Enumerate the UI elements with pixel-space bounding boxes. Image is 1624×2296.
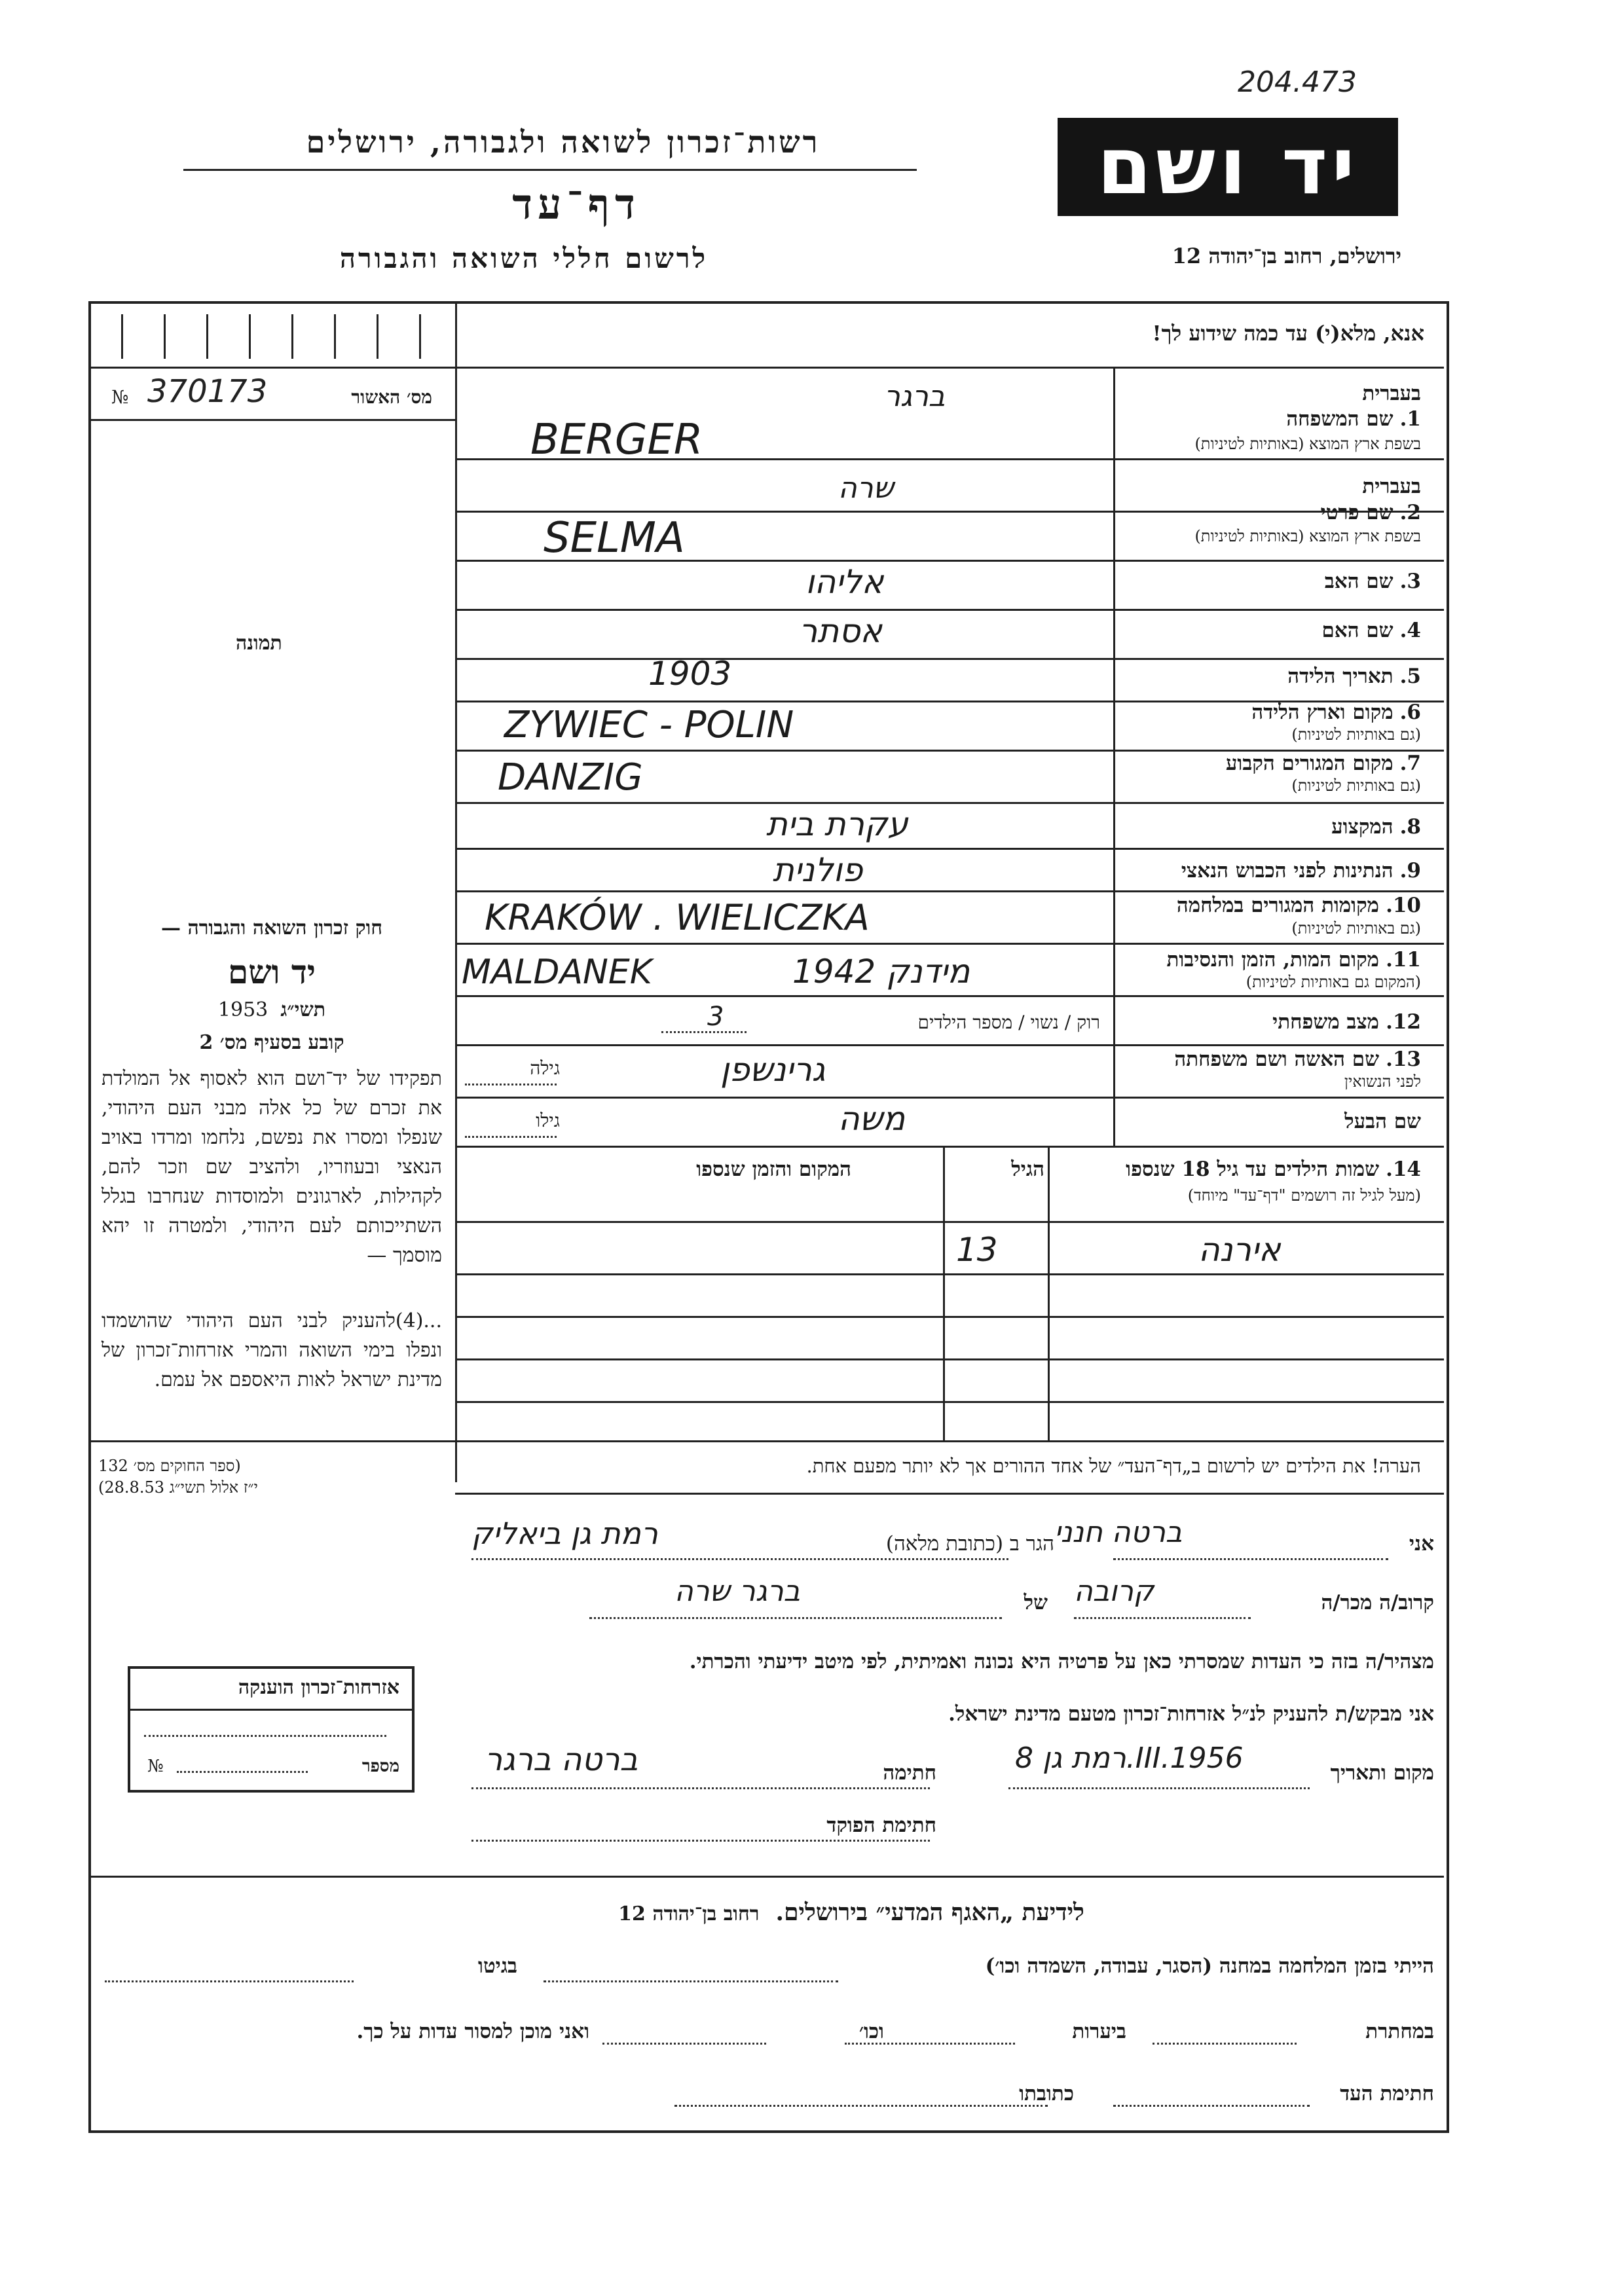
decl-official-label: חתימת הפוקד bbox=[826, 1813, 936, 1837]
field-1-label: 1.שם המשפחה bbox=[1286, 407, 1421, 431]
profession: עקרת בית bbox=[766, 805, 908, 843]
decl-signature: ברטה ברגר bbox=[485, 1741, 638, 1778]
approval-label: מס׳ האשור bbox=[351, 386, 432, 408]
wife-name: גרינשפן bbox=[720, 1051, 826, 1089]
law-year: תשי״ג 1953 bbox=[217, 998, 326, 1021]
footer-line1-a: הייתי בזמן המלחמה במחנה (הסגר, עבודה, השמדה וכו׳) bbox=[985, 1954, 1434, 1978]
firstname-hebrew: שרה bbox=[838, 471, 894, 505]
footer-title: לידיעת „האגף המדעי״ בירושלים. רחוב בן־יהודה 12 bbox=[618, 1899, 1084, 1926]
field-10-label: 10.מקומות המגורים במלחמה bbox=[1176, 894, 1421, 917]
footer-line2-a: במחתרת bbox=[1365, 2020, 1434, 2043]
field-6-sub: (גם באותיות לטיניות) bbox=[1291, 725, 1421, 744]
surname-hebrew: ברגר bbox=[884, 380, 946, 413]
field-7-label: 7.מקום המגורים הקבוע bbox=[1225, 752, 1421, 775]
field-11-label: 11.מקום המות, הזמן והנסיבות bbox=[1166, 948, 1421, 972]
child-1-name: אירנה bbox=[1198, 1231, 1281, 1269]
citizenship-number-label: מספר bbox=[361, 1757, 399, 1776]
citizenship-title: אזרחות־זכרון הוענקה bbox=[238, 1676, 399, 1699]
field-5-label: 5.תאריך הלידה bbox=[1287, 665, 1421, 688]
residence: DANZIG bbox=[498, 756, 643, 799]
footer-line1-b: בגיטו bbox=[478, 1954, 517, 1978]
footer-line3-a: חתימת העד bbox=[1340, 2082, 1434, 2105]
field-4-label: 4.שם האם bbox=[1321, 619, 1421, 642]
field-1-sub: בשפת ארץ המוצא (באותיות לטיניות) bbox=[1194, 435, 1421, 453]
decl-of-name: ברגר שרה bbox=[674, 1575, 800, 1608]
field-7-sub: (גם באותיות לטיניות) bbox=[1291, 776, 1421, 795]
field-9-label: 9.הנתינות לפני הכבוש הנאצי bbox=[1181, 859, 1421, 883]
law-ref-2: י״ז אלול תשי״ג 28.8.53) bbox=[98, 1478, 258, 1497]
note: הערה! את הילדים יש לרשום ב„דף־העד״ של אחד ההורים אך לא יותר מפעם אחת. bbox=[806, 1455, 1421, 1477]
birth-place: ZYWIEC - POLIN bbox=[504, 704, 794, 746]
decl-i-label: אני bbox=[1409, 1532, 1434, 1556]
form-subtitle: לרשום חללי השואה והגבורה bbox=[339, 242, 709, 274]
footer-line3-b: כתובתו bbox=[1019, 2082, 1074, 2105]
law-text: תפקידו של יד־ושם הוא לאסוף אל המולדת את זכרם של כל אלה מבני העם היהודי, שנפלו ומסרו את נפשם, נלחמו ומרדו באויב הנאצי ובעוזריו, ולהציב שם וזכר להם, לקהילות, לארגונים ולמוסדות שנחרבו בגלל השתייכותם לעם היהודי, ולמטרה זו יהא מוסמך — bbox=[101, 1067, 442, 1267]
decl-statement: מצהיר/ה בזה כי העדות שמסרתי כאן על פרטיה היא נכונה ואמיתית, לפי מיטב ידיעתי והכרתי. bbox=[689, 1650, 1434, 1673]
form-title: דף־עד bbox=[512, 180, 640, 229]
decl-relation: קרובה bbox=[1074, 1575, 1154, 1608]
law-ref: (ספר החוקים מס׳ 132 bbox=[98, 1457, 241, 1475]
marital-status-options: רוק / נשוי / מספר הילדים bbox=[917, 1011, 1100, 1033]
decl-relation-label: קרוב/ה מכר/ה bbox=[1321, 1591, 1434, 1614]
decl-of-label: של bbox=[1024, 1591, 1048, 1614]
birth-date: 1903 bbox=[648, 655, 732, 693]
wartime-residence: KRAKÓW . WIELICZKA bbox=[485, 897, 870, 938]
child-1-age: 13 bbox=[956, 1231, 998, 1269]
field-2-sub: בשפת ארץ המוצא (באותיות לטיניות) bbox=[1194, 527, 1421, 545]
decl-resides-label: הגר ב (כתובת מלאה) bbox=[885, 1532, 1054, 1556]
father-name: אליהו bbox=[805, 563, 884, 601]
decl-request: אני מבקש/ת להעניק לנ״ל אזרחות־זכרון מטעם מדינת ישראל. bbox=[948, 1702, 1434, 1726]
decl-place-date: רמת גן 8.III.1956 bbox=[1015, 1741, 1244, 1775]
law-clause: קובע בסעיף מס׳ 2 bbox=[199, 1031, 344, 1054]
decl-witness-name: ברטה חנני bbox=[1054, 1516, 1183, 1549]
field-2-hebrew-tag: בעברית bbox=[1362, 475, 1421, 498]
approval-number: 370173 bbox=[147, 373, 268, 410]
field-13-sub: לפני הנשואין bbox=[1344, 1072, 1421, 1091]
death-place-latin: MALDANEK bbox=[462, 953, 652, 992]
footer-line2-b: ביערות bbox=[1072, 2020, 1126, 2043]
husband-name: משה bbox=[838, 1100, 906, 1138]
instruction: אנא, מלא(י) עד כמה שידוע לך! bbox=[1152, 321, 1424, 346]
field-1-hebrew-tag: בעברית bbox=[1362, 382, 1421, 405]
children-count: 3 bbox=[707, 1002, 724, 1032]
field-6-label: 6.מקום וארץ הלידה bbox=[1251, 701, 1421, 724]
law-title: חוק זכרון השואה והגבורה — bbox=[161, 917, 382, 939]
yad-vashem-logo: יד ושם bbox=[1058, 118, 1398, 216]
decl-signature-label: חתימה bbox=[883, 1761, 936, 1785]
nationality: פולנית bbox=[773, 851, 863, 889]
serial-number: 204.473 bbox=[1238, 65, 1357, 99]
husband-label: שם הבעל bbox=[1344, 1110, 1421, 1133]
mother-name: אסתר bbox=[799, 612, 882, 650]
children-col-names-sub: (מעל לגיל זה רושמים "דף־עד" מיוחד) bbox=[1187, 1186, 1421, 1205]
field-2-label: 2.שם פרטי bbox=[1320, 501, 1421, 524]
field-12-label: 12.מצב משפחתי bbox=[1272, 1010, 1421, 1034]
field-10-sub: (גם באותיות לטיניות) bbox=[1291, 919, 1421, 938]
citizenship-no-sign: № bbox=[147, 1757, 164, 1776]
surname-latin: BERGER bbox=[530, 416, 703, 464]
decl-place-date-label: מקום ותאריך bbox=[1330, 1761, 1434, 1785]
children-col-names: 14.שמות הילדים עד גיל 18 שנספו bbox=[1126, 1157, 1421, 1181]
field-8-label: 8.המקצוע bbox=[1331, 815, 1421, 839]
photo-label: תמונה bbox=[236, 632, 282, 655]
death-place-hebrew: מידנק 1942 bbox=[792, 953, 970, 991]
wife-age-label: גילה bbox=[530, 1057, 560, 1079]
field-11-sub: (המקום גם באותיות לטיניות) bbox=[1246, 973, 1421, 991]
children-col-age: הגיל bbox=[1011, 1157, 1044, 1181]
decl-address: רמת גן ביאליק bbox=[471, 1516, 658, 1551]
law-text-2: ...(4)להעניק לבני העם היהודי שהושמדו ונפלו בימי השואה והמרי אזרחות־זכרון של מדינת ישראל לאות היאספם אל עמם. bbox=[101, 1309, 442, 1391]
field-3-label: 3.שם האב bbox=[1324, 570, 1421, 593]
approval-no-sign: № bbox=[111, 386, 129, 408]
org-name: רשות־זכרון לשואה ולגבורה, ירושלים bbox=[306, 124, 821, 160]
husband-age-label: גילו bbox=[536, 1110, 560, 1131]
footer-line2-c: וכו׳ bbox=[858, 2020, 884, 2043]
firstname-latin: SELMA bbox=[544, 514, 685, 562]
children-col-place: המקום והזמן שנספו bbox=[696, 1157, 851, 1181]
law-name: יד ושם bbox=[228, 953, 316, 991]
footer-line2-d: ואני מוכן למסור עדות על כך. bbox=[356, 2020, 589, 2043]
field-13-label: 13.שם האשה ושם משפחתה bbox=[1174, 1048, 1421, 1071]
address: ירושלים, רחוב בן־יהודה 12 bbox=[1172, 244, 1401, 268]
